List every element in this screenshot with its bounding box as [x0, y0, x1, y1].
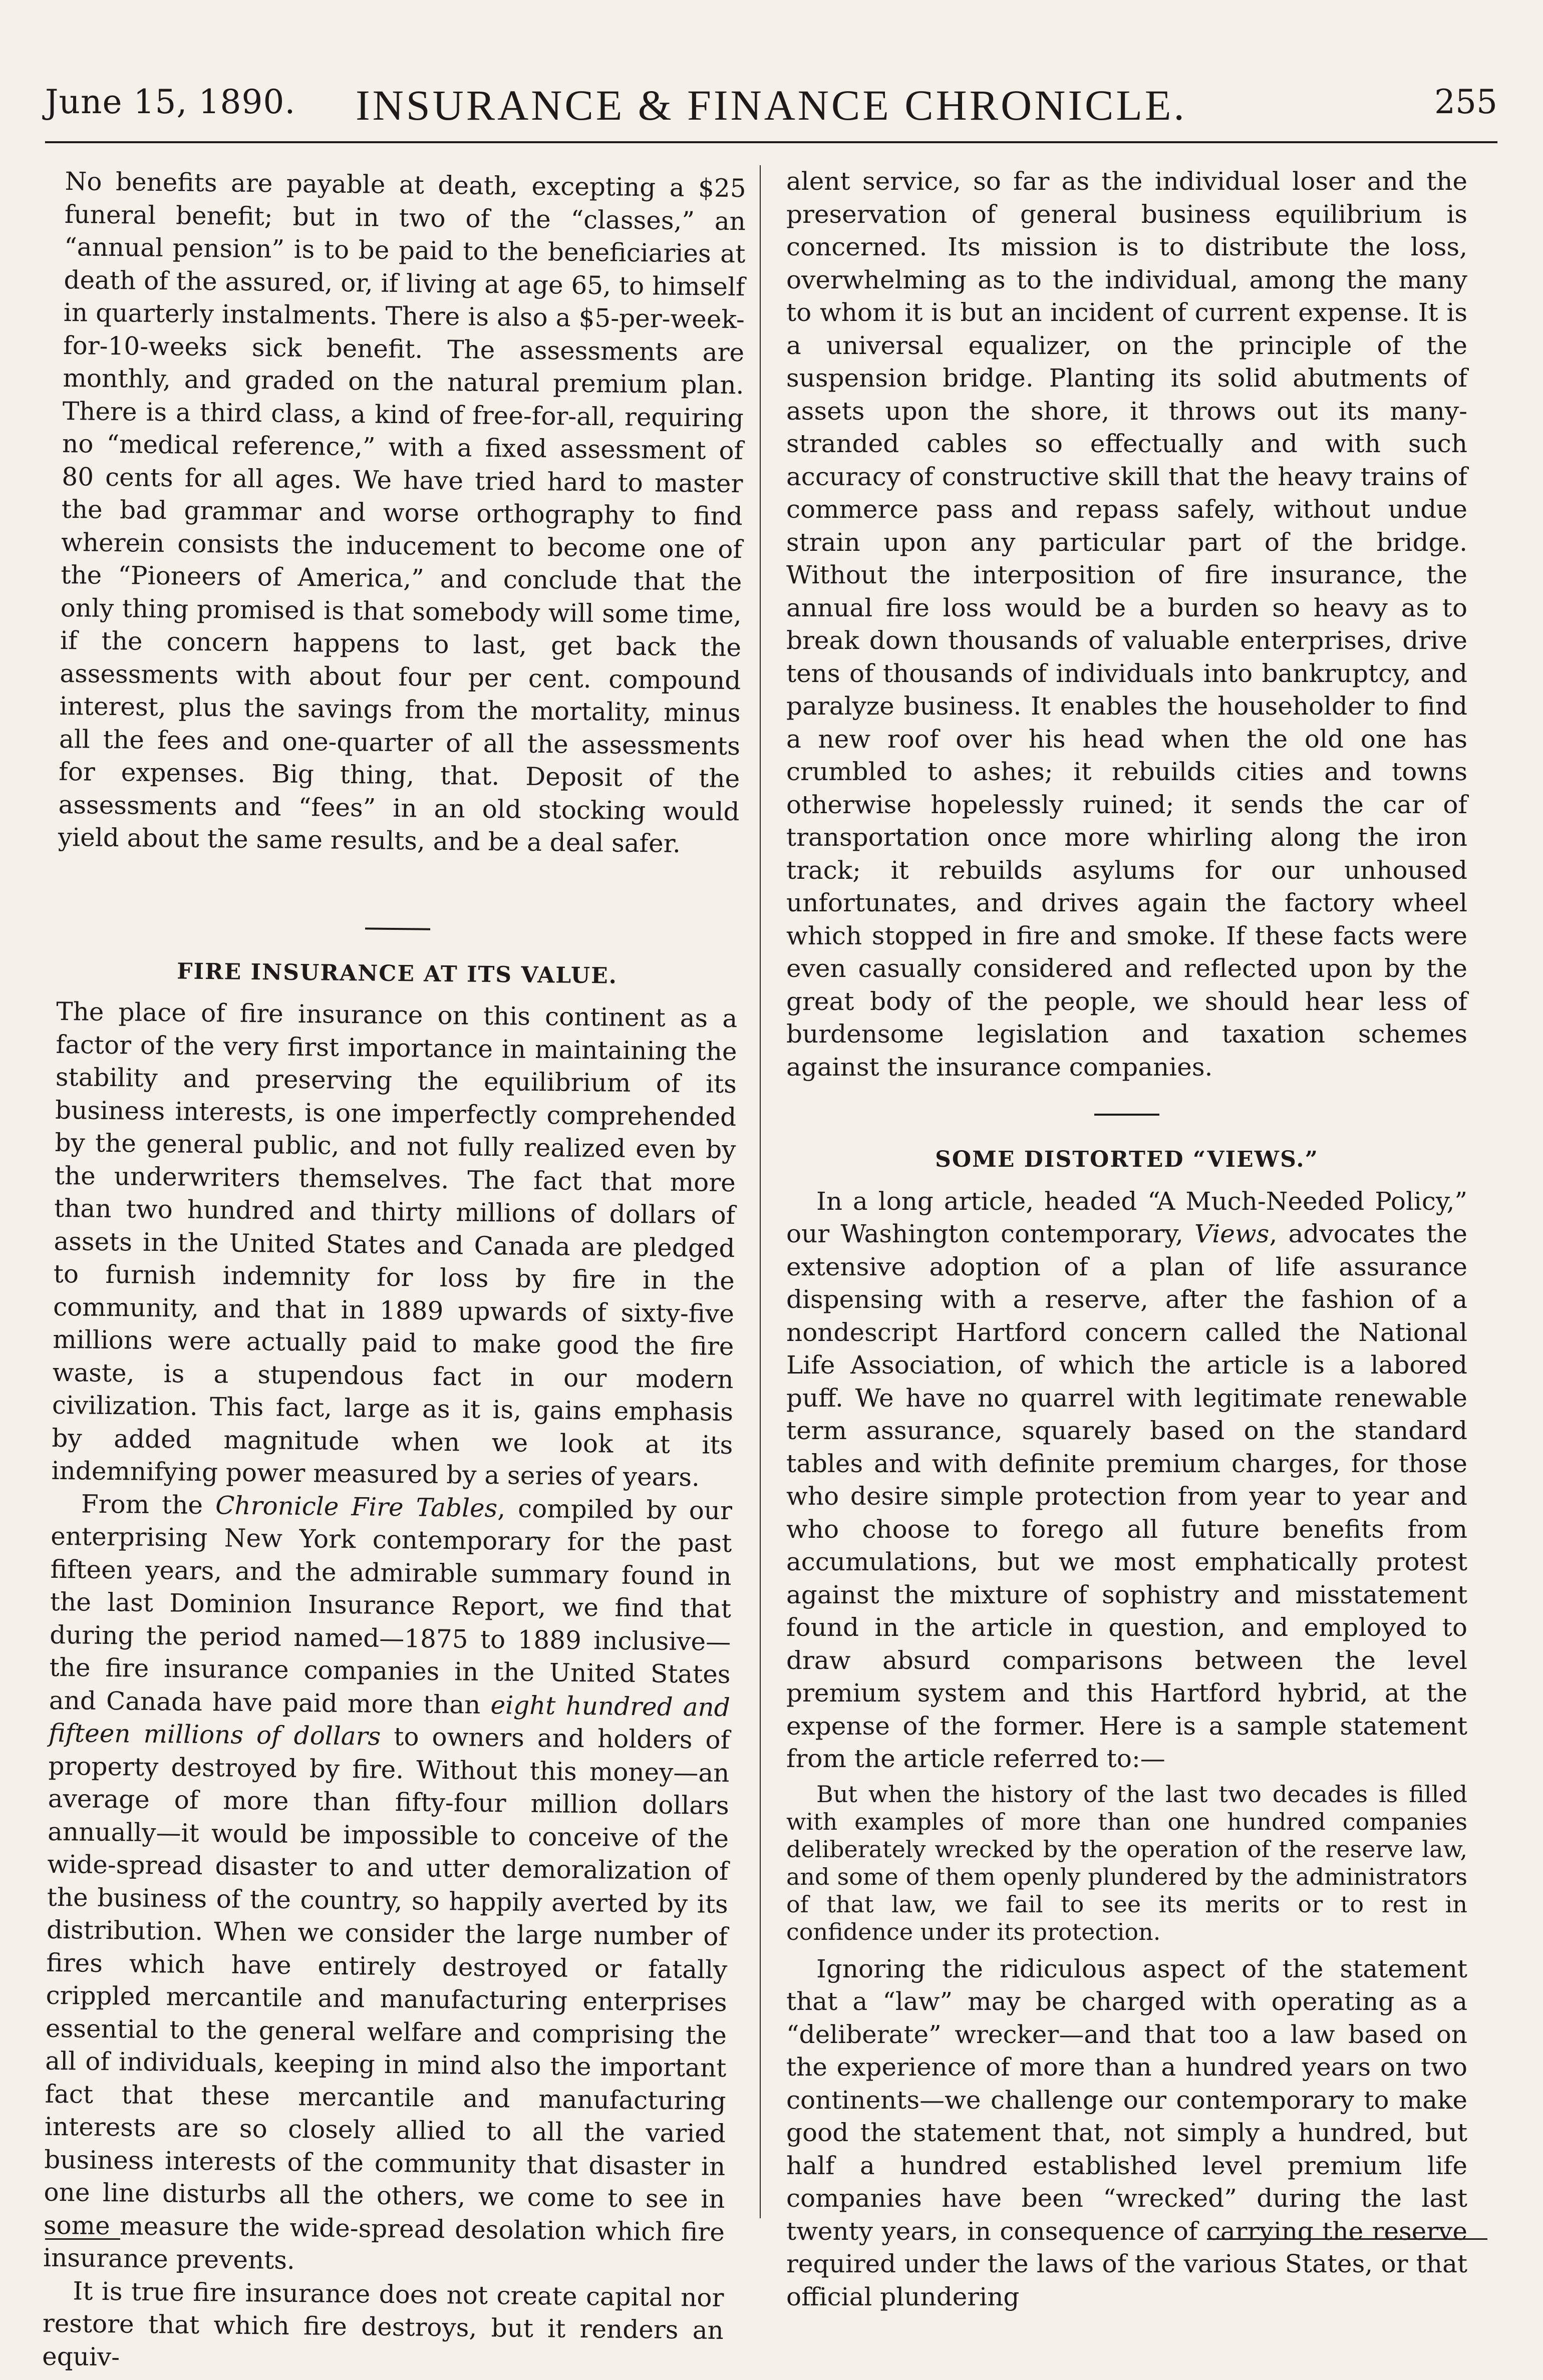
italic-text: Chronicle Fire Tables [215, 1490, 498, 1523]
article-heading-fire-insurance: FIRE INSURANCE AT ITS VALUE. [176, 958, 618, 989]
section-divider [365, 927, 430, 930]
text-run: From the [81, 1489, 216, 1520]
italic-text: Views [1194, 1219, 1270, 1248]
page-number: 255 [1434, 83, 1497, 121]
header-rule [45, 141, 1497, 143]
page-header [45, 65, 1497, 145]
text-run: to owners and holders of property destroyed by fire. Without this money—an average of more than fifty-four million dollars annually—it would be impossible to conceive of the wide-spread disaster to and utter demoralization of the business of the country, so happily averted by its distribution. When we consider the large number of fires which have entirely destroyed or fatally crippled mercantile and manufacturing enterprises essential to the general welfare and comprising the all of individuals, keeping in mind also the important fact that these mercantile and manufacturing interests are so closely allied to all the varied business interests of the community that disaster in one line disturbs all the others, we come to see in some measure the wide-spread desolation which fire insurance prevents. [43, 1722, 730, 2275]
header-date: June 15, 1890. [45, 83, 296, 121]
text-run: , advocates the extensive adoption of a plan of life assurance dispensing with a reserve, after the fashion of a nondescript Hartford concern called the National Life Association, of which the article is a labored puff. We have no quarrel with legitimate renewable term assurance, squarely based on the standard tables and with definite premium charges, for those who desire simple protection from year to year and who choose to forego all future benefits from accumulations, but we most emphatically protest against the mixture of sophistry and misstatement found in the article in question, and employed to draw absurd comparisons between the level premium system and this Hartford hybrid, at the expense of the former. Here is a sample statement from the article referred to:— [786, 1219, 1467, 1773]
article-paragraph [786, 1185, 1467, 1776]
italic-text: eight hundred and fifteen millions of dollars [48, 1690, 731, 1751]
article-heading-distorted-views: SOME DISTORTED “VIEWS.” [935, 1147, 1319, 1172]
continued-paragraph: No benefits are payable at death, excepting a $25 funeral benefit; but in two of the “classes,” an “annual pension” is to be paid to the beneficiaries at death of the assured, or, if living at age 65, to himself in quarterly instalments. There is also a $5-per-week-for-10-weeks sick benefit. The assessments are monthly, and graded on the natural premium plan. There is a third class, a kind of free-for-all, requiring no “medical reference,” with a fixed assessment of 80 cents for all ages. We have tried hard to master the bad grammar and worse orthography to find wherein consists the inducement to become one of the “Pioneers of America,” and conclude that the only thing promised is that somebody will some time, if the concern happens to last, get back the assessments with about four per cent. compound interest, plus the savings from the mortality, minus all the fees and one-quarter of all the assessments for expenses. Big thing, that. Deposit of the assessments and “fees” in an old stocking would yield about the same results, and be a deal safer. [58, 166, 746, 858]
continued-paragraph: alent service, so far as the individual loser and the preservation of general business equilibrium is concerned. Its mission is to distribute the loss, overwhelming as to the individual, among the many to whom it is but an incident of current expense. It is a universal equalizer, on the principle of the suspension bridge. Planting its solid abutments of assets upon the shore, it throws out its many-stranded cables so effectually and with such accuracy of constructive skill that the heavy trains of commerce pass and repass safely, without undue strain upon any particular part of the bridge. Without the interposition of fire insurance, the annual fire loss would be a burden so heavy as to break down thousands of valuable enterprises, drive tens of thousands of individuals into bankruptcy, and paralyze business. It enables the householder to find a new roof over his head when the old one has crumbled to ashes; it rebuilds cities and towns otherwise hopelessly ruined; it sends the car of transportation once more whirling along the iron track; it rebuilds asylums for our unhoused unfortunates, and drives again the factory wheel which stopped in fire and smoke. If these facts were even casually considered and reflected upon by the great body of the people, we should hear less of burdensome legislation and taxation schemes against the insurance companies. [786, 167, 1467, 1082]
column-divider [760, 165, 761, 2218]
block-quote: But when the history of the last two decades is filled with examples of more than one hundred companies deliberately wrecked by the operation of the reserve law, and some of them openly plundered by the administrators of that law, we fail to see its merits or to rest in confidence under its protection. [786, 1780, 1467, 1945]
left-column [42, 165, 746, 2371]
article-paragraph [43, 1487, 732, 2281]
text-run: , compiled by our enterprising New York contemporary for the past fifteen years, and the admirable summary found in the last Dominion Insurance Report, we find that during the period named—1875 to 1889 inclusive—the fire insurance companies in the United States and Canada have paid more than [49, 1493, 733, 1720]
article-paragraph: The place of fire insurance on this continent as a factor of the very first importance in maintaining the stability and preserving the equilibrium of its business interests, is one imperfectly comprehended by the general public, and not fully realized even by the underwriters themselves. The fact that more than two hundred and thirty millions of dollars of assets in the United States and Canada are pledged to furnish indemnity for loss by fire in the community, and that in 1889 upwards of sixty-five millions were actually paid to make good the fire waste, is a stupendous fact in our modern civilization. This fact, large as it is, gains emphasis by added magnitude when we look at its indemnifying power measured by a series of years. [51, 996, 738, 1492]
text-run: In a long article, headed “A Much-Needed Policy,” our Washington contemporary, [786, 1186, 1467, 1248]
footer-rule [45, 2238, 120, 2240]
section-divider [1094, 1114, 1159, 1116]
right-column [786, 165, 1467, 2311]
article-paragraph: It is true fire insurance does not create capital nor restore that which fire destroys, but it renders an equiv- [42, 2276, 724, 2371]
publication-title: INSURANCE & FINANCE CHRONICLE. [356, 81, 1187, 129]
footer-rule [1207, 2238, 1487, 2240]
article-paragraph: Ignoring the ridiculous aspect of the statement that a “law” may be charged with operating as a “deliberate” wrecker—and that too a law based on the experience of more than a hundred years on two continents—we challenge our contemporary to make good the statement that, not simply a hundred, but half a hundred established level premium life companies have been “wrecked” during the last twenty years, in consequence of carrying the reserve required under the laws of the various States, or that official plundering [786, 1954, 1467, 2311]
